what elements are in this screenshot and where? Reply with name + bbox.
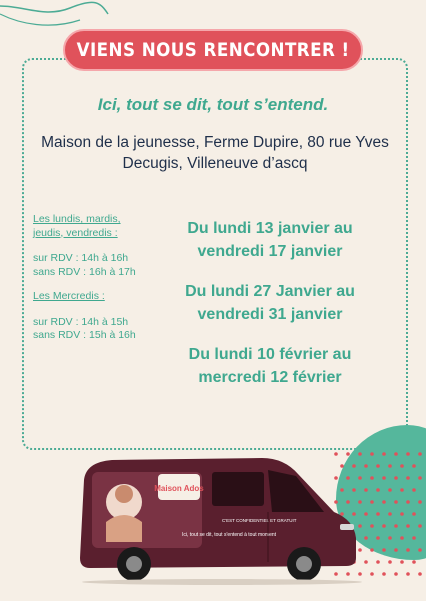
opening-hours: [33, 213, 173, 343]
decorative-dot: [382, 500, 386, 504]
decorative-dot: [406, 500, 410, 504]
days-heading-2: Les Mercredis :: [33, 290, 105, 302]
decorative-dot: [376, 488, 380, 492]
banner-title: VIENS NOUS RENCONTRER !: [76, 39, 350, 61]
decorative-dot: [394, 452, 398, 456]
decorative-dot: [382, 572, 386, 576]
decorative-dot: [394, 476, 398, 480]
decorative-dot: [394, 500, 398, 504]
decorative-dot: [364, 560, 368, 564]
hours-without-appointment-2: sans RDV : 15h à 16h: [33, 329, 136, 341]
decorative-dot: [400, 464, 404, 468]
decorative-dot: [388, 536, 392, 540]
van-side-text: C'EST CONFIDENTIEL ET GRATUIT: [222, 518, 297, 523]
decorative-dot: [382, 452, 386, 456]
decorative-dot: [388, 488, 392, 492]
decorative-dot: [382, 524, 386, 528]
date-range-2-end: vendredi 31 janvier: [197, 306, 343, 323]
decorative-dot: [412, 464, 416, 468]
hours-with-appointment-2: sur RDV : 14h à 15h: [33, 315, 129, 328]
address-line-2: Decugis, Villeneuve d’ascq: [122, 155, 308, 172]
decorative-dot: [364, 536, 368, 540]
decorative-dot: [394, 548, 398, 552]
decorative-dot: [418, 548, 422, 552]
date-range-2: [170, 280, 370, 326]
decorative-dot: [418, 500, 422, 504]
decorative-dot: [388, 464, 392, 468]
address: [30, 132, 400, 174]
title-banner: [63, 29, 363, 71]
van-logo: Maison Ados: [154, 484, 204, 493]
decorative-dot: [406, 572, 410, 576]
decorative-dot: [382, 548, 386, 552]
decorative-dot: [376, 512, 380, 516]
decorative-dot: [412, 536, 416, 540]
decorative-dot: [400, 488, 404, 492]
decorative-dot: [400, 512, 404, 516]
decorative-dot: [370, 572, 374, 576]
decorative-dot: [370, 452, 374, 456]
van-illustration: [72, 450, 362, 585]
address-line-1: Maison de la jeunesse, Ferme Dupire, 80 rue Yves: [41, 134, 389, 151]
date-range-1: [170, 217, 370, 263]
decorative-dot: [370, 524, 374, 528]
decorative-dot: [364, 464, 368, 468]
decorative-dot: [400, 560, 404, 564]
decorative-dot: [388, 560, 392, 564]
decorative-dot: [394, 572, 398, 576]
date-range-3-end: mercredi 12 février: [198, 369, 342, 386]
decorative-dot: [376, 536, 380, 540]
decorative-dot: [412, 488, 416, 492]
days-heading-1a: Les lundis, mardis,: [33, 213, 121, 225]
decorative-dot: [412, 512, 416, 516]
decorative-dot: [388, 512, 392, 516]
date-range-3-start: Du lundi 10 février au: [188, 346, 352, 363]
decorative-dot: [370, 548, 374, 552]
decorative-dot: [406, 524, 410, 528]
date-range-2-start: Du lundi 27 Janvier au: [185, 283, 355, 300]
decorative-dot: [418, 452, 422, 456]
decorative-dot: [370, 476, 374, 480]
van-slogan: Ici, tout se dit, tout s'entend à tout moment: [182, 532, 277, 538]
decorative-dot: [376, 560, 380, 564]
decorative-dot: [412, 560, 416, 564]
hours-without-appointment-1: sans RDV : 16h à 17h: [33, 265, 136, 278]
date-range-3: [170, 343, 370, 389]
decorative-dot: [406, 476, 410, 480]
tagline: Ici, tout se dit, tout s’entend.: [97, 95, 329, 114]
date-range-1-end: vendredi 17 janvier: [197, 243, 343, 260]
date-list: [170, 217, 370, 406]
days-heading-1b: jeudis, vendredis :: [33, 226, 118, 239]
decorative-dot: [406, 548, 410, 552]
decorative-dot: [418, 572, 422, 576]
decorative-dot: [382, 476, 386, 480]
decorative-dot: [406, 452, 410, 456]
decorative-dot: [364, 512, 368, 516]
decorative-dot: [418, 476, 422, 480]
decorative-dot: [418, 524, 422, 528]
decorative-dot: [370, 500, 374, 504]
hours-with-appointment-1: sur RDV : 14h à 16h: [33, 252, 129, 264]
date-range-1-start: Du lundi 13 janvier au: [187, 220, 353, 237]
decorative-dot: [394, 524, 398, 528]
decorative-dot: [400, 536, 404, 540]
decorative-dot: [364, 488, 368, 492]
decorative-dot: [376, 464, 380, 468]
